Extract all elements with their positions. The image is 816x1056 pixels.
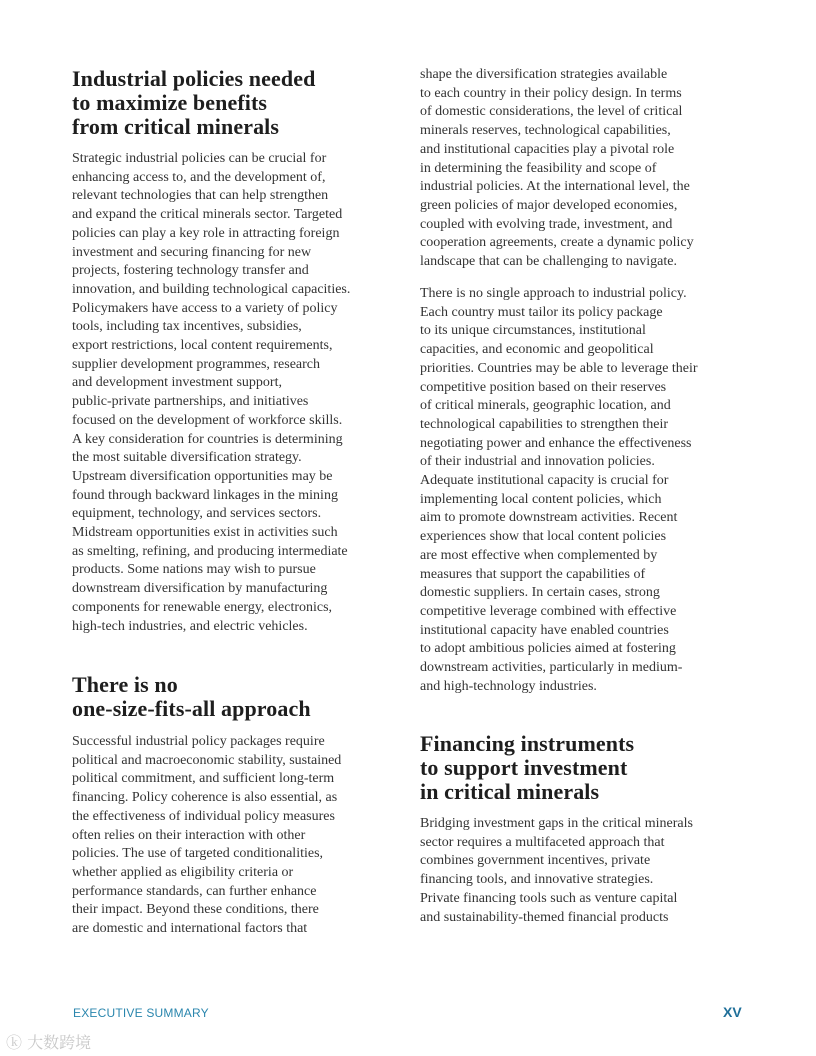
heading-financing-instruments (420, 732, 634, 804)
text-line: found through backward linkages in the mining (72, 487, 338, 503)
text-line: are most effective when complemented by (420, 547, 658, 563)
text-line: enhancing access to, and the development of, (72, 169, 326, 185)
text-line: components for renewable energy, electronics, (72, 599, 333, 615)
text-line: Adequate institutional capacity is crucial for (420, 473, 669, 489)
text-line: green policies of major developed economies, (420, 197, 678, 213)
text-line: their impact. Beyond these conditions, there (72, 902, 319, 918)
text-line: public-private partnerships, and initiatives (72, 394, 309, 410)
text-line: are domestic and international factors that (72, 921, 308, 937)
text-line: institutional capacity have enabled countries (420, 622, 669, 638)
body-right-para1 (420, 66, 694, 272)
text-line: export restrictions, local content requirements, (72, 338, 333, 354)
watermark-icon: ⓚ (6, 1033, 23, 1052)
text-line: to its unique circumstances, institutional (420, 323, 646, 339)
text-line: Industrial policies needed (72, 66, 316, 91)
text-line: of their industrial and innovation policies. (420, 454, 655, 470)
text-line: to maximize benefits (72, 90, 268, 115)
text-line: A key consideration for countries is determining (72, 431, 343, 447)
text-line: the effectiveness of individual policy measures (72, 808, 335, 824)
text-line: focused on the development of workforce skills. (72, 412, 343, 428)
text-line: capacities, and economic and geopolitical (420, 342, 654, 358)
watermark-text: 大数跨境 (27, 1033, 92, 1052)
text-line: one-size-fits-all approach (72, 696, 311, 721)
text-line: in determining the feasibility and scope of (420, 160, 657, 176)
text-line: domestic suppliers. In certain cases, strong (420, 585, 660, 601)
body-right-para2 (420, 285, 698, 696)
text-line: and development investment support, (72, 375, 282, 391)
page-number: XV (723, 1004, 742, 1020)
text-line: of domestic considerations, the level of critical (420, 104, 683, 120)
text-line: and high-technology industries. (420, 678, 597, 694)
text-line: negotiating power and enhance the effectiveness (420, 435, 692, 451)
text-line: aim to promote downstream activities. Recent (420, 510, 678, 526)
text-line: shape the diversification strategies available (420, 67, 668, 82)
text-line: financing. Policy coherence is also essential, as (72, 790, 338, 806)
text-line: of critical minerals, geographic location, and (420, 398, 671, 414)
text-line: industrial policies. At the international level, the (420, 179, 690, 195)
text-line: innovation, and building technological capacities. (72, 281, 351, 297)
footer-section-label: EXECUTIVE SUMMARY (73, 1006, 209, 1020)
text-line: relevant technologies that can help strengthen (72, 188, 329, 204)
text-line: priorities. Countries may be able to leverage their (420, 360, 698, 376)
text-line: landscape that can be challenging to navigate. (420, 254, 677, 270)
text-line: competitive position based on their reserves (420, 379, 667, 395)
text-line: high-tech industries, and electric vehicles. (72, 618, 308, 634)
text-line: cooperation agreements, create a dynamic policy (420, 235, 694, 251)
text-line: tools, including tax incentives, subsidies, (72, 319, 302, 335)
text-line: measures that support the capabilities of (420, 566, 646, 582)
text-line: There is no (72, 672, 178, 697)
text-line: performance standards, can further enhance (72, 883, 317, 899)
text-line: There is no single approach to industrial policy. (420, 286, 687, 301)
text-line: in critical minerals (420, 779, 600, 804)
text-line: and institutional capacities play a pivotal role (420, 141, 675, 157)
text-line: from critical minerals (72, 114, 280, 139)
text-line: combines government incentives, private (420, 853, 651, 869)
text-line: technological capabilities to strengthen their (420, 416, 669, 432)
body-no-one-size (72, 733, 341, 939)
body-financing-instruments (420, 815, 693, 927)
text-line: Midstream opportunities exist in activities such (72, 525, 338, 541)
text-line: Financing instruments (420, 731, 635, 756)
text-line: as smelting, refining, and producing intermediate (72, 543, 348, 559)
text-line: sector requires a multifaceted approach that (420, 834, 665, 850)
text-line: and sustainability-themed financial products (420, 909, 669, 925)
text-line: supplier development programmes, research (72, 356, 321, 372)
text-line: Successful industrial policy packages require (72, 734, 325, 749)
text-line: Policymakers have access to a variety of policy (72, 300, 338, 316)
text-line: whether applied as eligibility criteria or (72, 864, 294, 880)
text-line: often relies on their interaction with other (72, 827, 306, 843)
text-line: minerals reserves, technological capabilities, (420, 123, 671, 139)
text-line: financing tools, and innovative strategies. (420, 872, 654, 888)
text-line: experiences show that local content policies (420, 529, 667, 545)
text-line: downstream diversification by manufacturing (72, 581, 328, 597)
text-line: projects, fostering technology transfer and (72, 263, 309, 279)
text-line: equipment, technology, and services sectors. (72, 506, 322, 522)
text-line: Bridging investment gaps in the critical minerals (420, 816, 693, 831)
text-line: implementing local content policies, which (420, 491, 662, 507)
text-line: coupled with evolving trade, investment, and (420, 216, 673, 232)
text-line: political commitment, and sufficient long-term (72, 771, 335, 787)
heading-industrial-policies (72, 67, 315, 139)
text-line: products. Some nations may wish to pursue (72, 562, 316, 578)
text-line: the most suitable diversification strategy. (72, 450, 302, 466)
watermark-logo (6, 1030, 91, 1053)
text-line: to support investment (420, 755, 628, 780)
text-line: competitive leverage combined with effective (420, 603, 677, 619)
text-line: Each country must tailor its policy package (420, 304, 663, 320)
text-line: to adopt ambitious policies aimed at fostering (420, 641, 676, 657)
heading-no-one-size (72, 673, 311, 721)
text-line: Upstream diversification opportunities may be (72, 468, 333, 484)
text-line: Private financing tools such as venture capital (420, 890, 678, 906)
text-line: policies. The use of targeted conditionalities, (72, 846, 324, 862)
text-line: political and macroeconomic stability, sustained (72, 752, 342, 768)
body-industrial-policies (72, 150, 350, 636)
text-line: investment and securing financing for new (72, 244, 312, 260)
text-line: policies can play a key role in attracting foreign (72, 225, 340, 241)
text-line: and expand the critical minerals sector. Targeted (72, 207, 343, 223)
text-line: downstream activities, particularly in medium- (420, 660, 683, 676)
text-line: to each country in their policy design. In terms (420, 85, 682, 101)
text-line: Strategic industrial policies can be crucial for (72, 151, 327, 166)
